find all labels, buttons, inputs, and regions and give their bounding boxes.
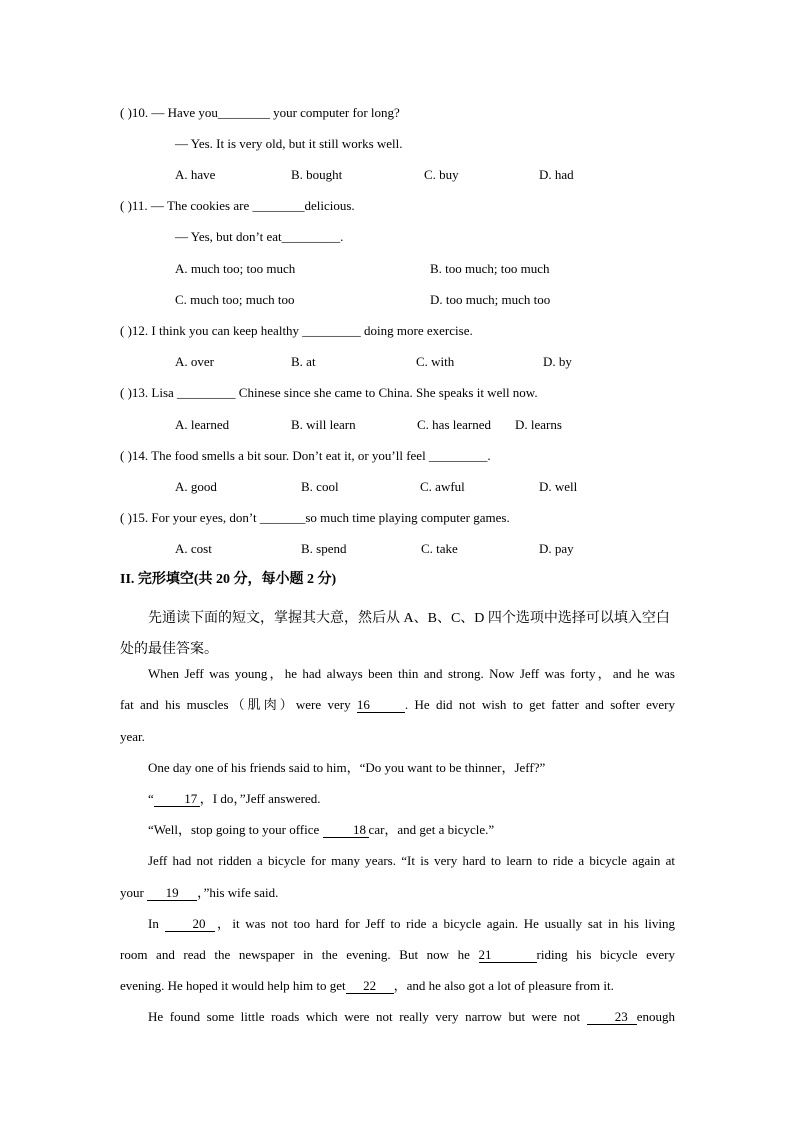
q10-option-d: D. had (539, 167, 574, 182)
text-segment: ，it was not too hard for Jeff to ride a bicycle again. He usually sat in his living (214, 916, 675, 931)
text-segment: ，and he also got a lot of pleasure from it. (393, 978, 614, 993)
passage-p5-line1: Jeff had not ridden a bicycle for many years. “It is very hard to learn to ride a bicycle again at (148, 853, 675, 868)
q15-option-c: C. take (421, 541, 458, 556)
question-14-stem: ( )14. The food smells a bit sour. Don’t eat it, or you’ll feel _________. (120, 448, 491, 463)
q14-option-a: A. good (175, 479, 217, 494)
passage-p2: One day one of his friends said to him，“Do you want to be thinner，Jeff?” (148, 760, 546, 775)
passage-p1-line1: When Jeff was young，he had always been thin and strong. Now Jeff was forty，and he was (148, 666, 675, 681)
blank-19[interactable]: 19 (147, 886, 197, 901)
text-segment: fat and his muscles（肌肉）were very (120, 697, 357, 712)
q15-option-d: D. pay (539, 541, 574, 556)
question-12-stem: ( )12. I think you can keep healthy _________ doing more exercise. (120, 323, 473, 338)
blank-23[interactable]: 23 (587, 1010, 637, 1025)
blank-20[interactable]: 20 (165, 917, 215, 932)
q11-option-c: C. much too; much too (175, 292, 295, 307)
passage-p1-line3: year. (120, 729, 145, 744)
text-segment: room and read the newspaper in the evening. But now he (120, 947, 479, 962)
q10-option-a: A. have (175, 167, 216, 182)
blank-22[interactable]: 22 (346, 979, 394, 994)
q15-option-b: B. spend (301, 541, 347, 556)
section-instruction: 先通读下面的短文，掌握其大意，然后从 A、B、C、D 四个选项中选择可以填入空白处的最佳答案。 (120, 611, 670, 657)
text-segment: ，I do，”Jeff answered. (199, 791, 321, 806)
q11-option-b: B. too much; too much (430, 261, 550, 276)
q13-option-a: A. learned (175, 417, 230, 432)
text-segment: “Well，stop going to your office (148, 822, 323, 837)
text-segment: evening. He hoped it would help him to get (120, 978, 346, 993)
text-segment: “ (148, 791, 154, 806)
blank-18[interactable]: 18 (323, 823, 369, 838)
q15-option-a: A. cost (175, 541, 212, 556)
passage-p4 (120, 822, 675, 838)
q14-option-b: B. cool (301, 479, 339, 494)
text-segment: He found some little roads which were not really very narrow but were not (148, 1009, 587, 1024)
q11-option-d: D. too much; much too (430, 292, 551, 307)
q14-option-c: C. awful (420, 479, 465, 494)
text-segment: car，and get a bicycle.” (368, 822, 495, 837)
text-segment: ，”his wife said. (197, 885, 279, 900)
blank-21[interactable]: 21 (479, 948, 537, 963)
q13-option-b: B. will learn (291, 417, 356, 432)
passage-p1-line2 (120, 697, 675, 713)
passage-p7-line1 (120, 1009, 675, 1025)
q11-option-a: A. much too; too much (175, 261, 296, 276)
question-11-stem: ( )11. — The cookies are ________delicious. (120, 198, 355, 213)
q10-option-c: C. buy (424, 167, 459, 182)
text-segment: In (148, 916, 165, 931)
text-segment: your (120, 885, 148, 900)
question-13-stem: ( )13. Lisa _________ Chinese since she came to China. She speaks it well now. (120, 385, 538, 400)
q12-option-b: B. at (291, 354, 316, 369)
q12-option-a: A. over (175, 354, 214, 369)
passage-p5-line2 (120, 885, 675, 901)
text-segment: . He did not wish to get fatter and softer every (404, 697, 675, 712)
q14-option-d: D. well (539, 479, 578, 494)
passage-p6-line2 (120, 947, 675, 963)
blank-17[interactable]: 17 (154, 792, 200, 807)
section-title: II. 完形填空(共 20 分，每小题 2 分) (120, 572, 337, 587)
question-10-line2: — Yes. It is very old, but it still works well. (175, 136, 403, 151)
question-11-line2: — Yes, but don’t eat_________. (175, 229, 344, 244)
passage-p3 (120, 791, 675, 807)
passage-p6-line1 (120, 916, 675, 932)
question-10-stem: ( )10. — Have you________ your computer for long? (120, 105, 400, 120)
question-15-stem: ( )15. For your eyes, don’t _______so much time playing computer games. (120, 510, 510, 525)
q12-option-c: C. with (416, 354, 455, 369)
blank-16[interactable]: 16 (357, 698, 405, 713)
q10-option-b: B. bought (291, 167, 343, 182)
text-segment: riding his bicycle every (536, 947, 675, 962)
q12-option-d: D. by (543, 354, 572, 369)
text-segment: enough (636, 1009, 675, 1024)
passage-p6-line3 (120, 978, 675, 994)
q13-option-c: C. has learned (417, 417, 492, 432)
q13-option-d: D. learns (515, 417, 562, 432)
